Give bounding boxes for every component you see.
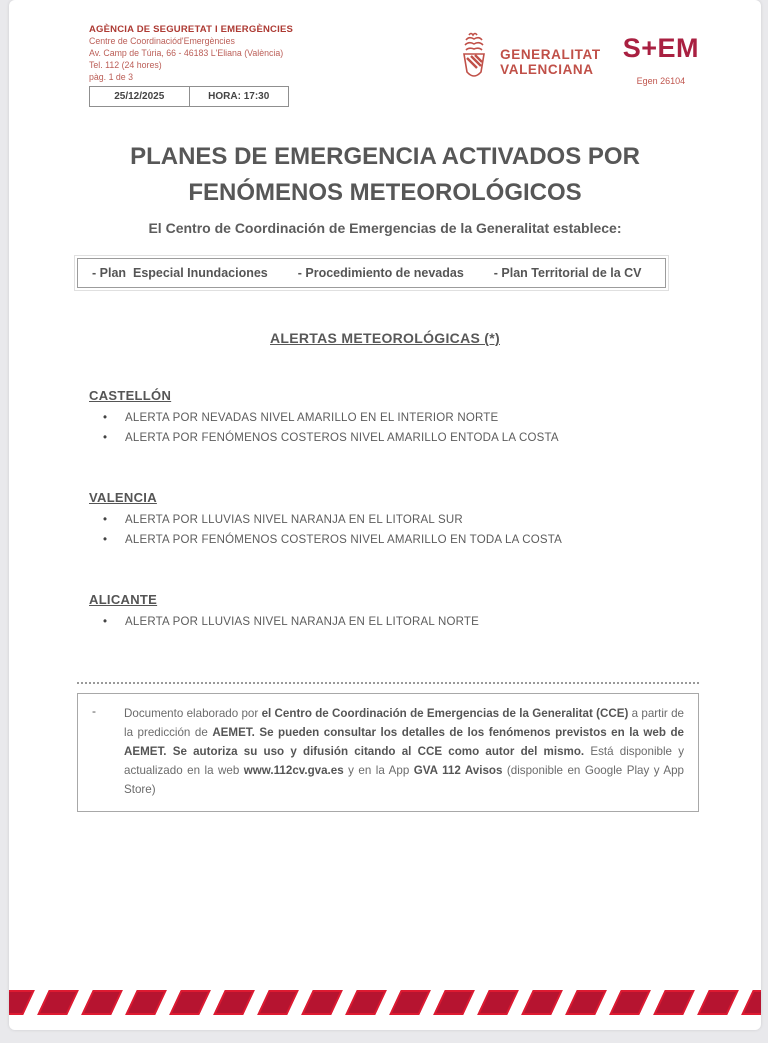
alert-row bbox=[89, 428, 681, 448]
hazard-parallelogram-icon bbox=[169, 990, 211, 1015]
plan-item-nevadas: - Procedimiento de nevadas bbox=[297, 266, 464, 280]
hazard-parallelogram-icon bbox=[125, 990, 167, 1015]
province-name: ALICANTE bbox=[89, 592, 158, 607]
generalitat-emblem-icon bbox=[455, 32, 493, 91]
document-title bbox=[9, 139, 761, 211]
bullet-icon: • bbox=[103, 432, 108, 444]
hazard-parallelogram-icon bbox=[257, 990, 299, 1015]
sem-logo: S+EM bbox=[622, 33, 699, 63]
note-app-name: GVA 112 Avisos bbox=[413, 764, 503, 777]
logo-block bbox=[455, 24, 699, 107]
hazard-parallelogram-icon bbox=[609, 990, 651, 1015]
agency-block bbox=[89, 24, 293, 107]
alert-row bbox=[89, 408, 681, 428]
document-page bbox=[9, 0, 761, 1030]
alerts-heading: ALERTAS METEOROLÓGICAS (*) bbox=[270, 330, 500, 346]
date-cell: 25/12/2025 bbox=[114, 91, 165, 102]
note-segment-bold: el Centro de Coordinación de Emergencias de la Generalitat (CCE) bbox=[261, 707, 629, 720]
hazard-stripe-strip bbox=[9, 990, 761, 1015]
agency-name: AGÈNCIA DE SEGURETAT I EMERGÈNCIES bbox=[89, 24, 294, 35]
hazard-parallelogram-icon bbox=[345, 990, 387, 1015]
alert-text: ALERTA POR LLUVIAS NIVEL NARANJA EN EL LITORAL SUR bbox=[125, 514, 463, 526]
alert-text: ALERTA POR NEVADAS NIVEL AMARILLO EN EL INTERIOR NORTE bbox=[125, 412, 499, 424]
sem-logo-block bbox=[623, 32, 699, 86]
note-segment: a partir de la predicción de bbox=[124, 707, 685, 739]
alert-list bbox=[89, 612, 681, 632]
footer-note-box bbox=[77, 693, 699, 812]
hazard-parallelogram-icon bbox=[37, 990, 79, 1015]
alert-text: ALERTA POR FENÓMENOS COSTEROS NIVEL AMARILLO ENTODA LA COSTA bbox=[125, 432, 559, 444]
note-segment: y en la App bbox=[343, 764, 414, 777]
note-segment: Documento elaborado por bbox=[124, 707, 262, 720]
hazard-parallelogram-icon bbox=[213, 990, 255, 1015]
hazard-parallelogram-icon bbox=[301, 990, 343, 1015]
dashed-separator bbox=[77, 682, 699, 684]
alert-list bbox=[89, 408, 681, 448]
hazard-parallelogram-icon bbox=[653, 990, 695, 1015]
note-text bbox=[124, 704, 684, 799]
page-indicator: pàg. 1 de 3 bbox=[89, 72, 134, 82]
alert-row bbox=[89, 530, 681, 550]
alert-text: ALERTA POR LLUVIAS NIVEL NARANJA EN EL LITORAL NORTE bbox=[125, 616, 480, 628]
plan-item-inundaciones: - Plan Especial Inundaciones bbox=[92, 266, 268, 280]
hazard-parallelogram-icon bbox=[389, 990, 431, 1015]
alert-row bbox=[89, 510, 681, 530]
hazard-parallelogram-icon bbox=[433, 990, 475, 1015]
note-website: www.112cv.gva.es bbox=[243, 764, 344, 777]
bullet-icon: • bbox=[103, 616, 108, 628]
activated-plans-box bbox=[77, 258, 666, 288]
title-line-2: FENÓMENOS METEOROLÓGICOS bbox=[188, 179, 582, 206]
section-valencia bbox=[89, 490, 681, 550]
alert-sections bbox=[9, 388, 761, 632]
province-name: VALENCIA bbox=[89, 490, 157, 505]
bullet-icon: • bbox=[103, 534, 108, 546]
generalitat-wordmark bbox=[500, 47, 601, 77]
hazard-parallelogram-icon bbox=[9, 990, 35, 1015]
alert-text: ALERTA POR FENÓMENOS COSTEROS NIVEL AMARILLO EN TODA LA COSTA bbox=[125, 534, 562, 546]
generalitat-valenciana-logo bbox=[455, 32, 601, 91]
generalitat-line2: VALENCIANA bbox=[500, 61, 594, 77]
hazard-parallelogram-icon bbox=[697, 990, 739, 1015]
note-segment-bold: AEMET. Se pueden consultar los detalles de los fenómenos previstos en la web de AEMET. Se autoriza su uso y difusión citando al CCE como autor del mismo. bbox=[124, 726, 684, 758]
section-alicante bbox=[89, 592, 681, 632]
egen-code: Egen 26104 bbox=[636, 76, 686, 86]
hazard-parallelogram-icon bbox=[521, 990, 563, 1015]
hazard-parallelogram-icon bbox=[565, 990, 607, 1015]
bullet-icon: • bbox=[103, 514, 108, 526]
agency-phone: Tel. 112 (24 hores) bbox=[89, 60, 162, 70]
note-segment: Está disponible y actualizado en la web bbox=[124, 745, 684, 777]
plan-item-territorial: - Plan Territorial de la CV bbox=[493, 266, 642, 280]
generalitat-line1: GENERALITAT bbox=[500, 46, 601, 62]
document-header bbox=[9, 0, 761, 107]
alert-row bbox=[89, 612, 681, 632]
hazard-parallelogram-icon bbox=[741, 990, 761, 1015]
time-cell: HORA: 17:30 bbox=[189, 87, 289, 106]
note-dash-marker: - bbox=[92, 704, 96, 718]
agency-address: Av. Camp de Túria, 66 - 46183 L'Eliana (València) bbox=[89, 48, 284, 58]
agency-dept: Centre de Coordinaciód'Emergències bbox=[89, 36, 235, 46]
note-segment: (disponible en Google Play y App Store) bbox=[124, 764, 685, 796]
document-subtitle: El Centro de Coordinación de Emergencias de la Generalitat establece: bbox=[148, 220, 622, 236]
province-name: CASTELLÓN bbox=[89, 388, 172, 403]
hazard-parallelogram-icon bbox=[477, 990, 519, 1015]
bullet-icon: • bbox=[103, 412, 108, 424]
title-line-1: PLANES DE EMERGENCIA ACTIVADOS POR bbox=[130, 143, 640, 170]
hazard-parallelogram-icon bbox=[81, 990, 123, 1015]
alert-list bbox=[89, 510, 681, 550]
section-castellon bbox=[89, 388, 681, 448]
date-time-table bbox=[89, 86, 289, 107]
